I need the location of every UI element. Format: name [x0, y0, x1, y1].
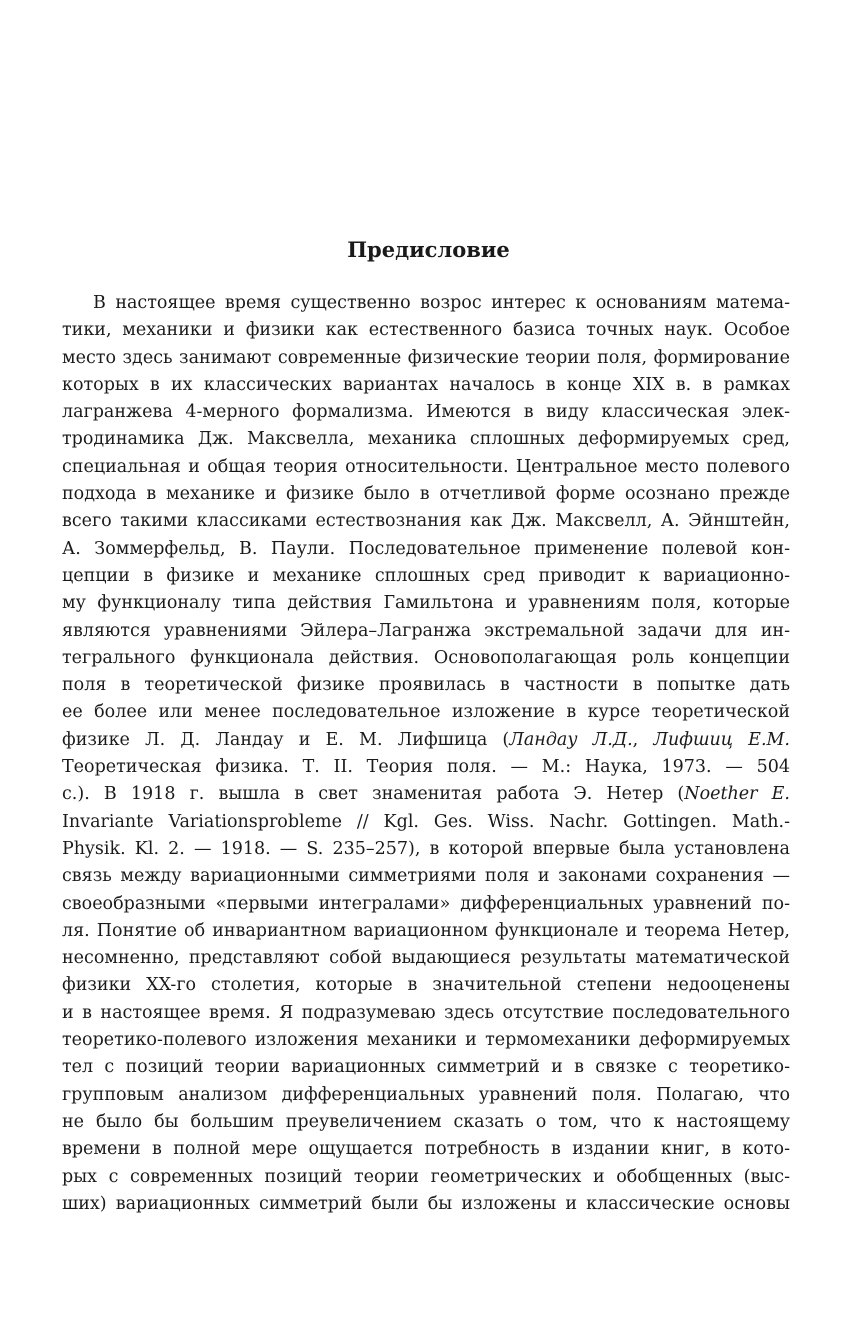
text-line: несомненно, представляют собой выдающиеся результаты математической [62, 948, 790, 969]
text-line: лагранжева 4-мерного формализма. Имеются в виду классическая элек- [62, 402, 790, 423]
text-line: не было бы большим преувеличением сказать о том, что к настоящему [62, 1111, 790, 1132]
citation-author: Noether E. [684, 784, 790, 805]
text-line: В настоящее время существенно возрос интерес к основаниям матема- [93, 293, 790, 313]
text-line: специальная и общая теория относительности. Центральное место полевого [62, 456, 790, 477]
text-line: А. Зоммерфельд, В. Паули. Последовательное применение полевой кон- [62, 538, 790, 559]
text-line: и в настоящее время. Я подразумеваю здесь отсутствие последовательного [62, 1002, 790, 1023]
citation-author: Ландау Л.Д. [509, 729, 633, 750]
text-line: Physik. Kl. 2. — 1918. — S. 235–257), в которой впервые была установлена [62, 838, 790, 859]
text-line: тел с позиций теории вариационных симметрий и в связке с теоретико- [62, 1057, 790, 1078]
text-line: подхода в механике и физике было в отчетливой форме осознано прежде [62, 484, 790, 505]
text-line: рых с современных позиций теории геометрических и обобщенных (выс- [62, 1166, 790, 1187]
text-line: место здесь занимают современные физические теории поля, формирование [62, 347, 790, 368]
text-line: физики XX-го столетия, которые в значительной степени недооценены [62, 975, 790, 996]
text-line: своеобразными «первыми интегралами» дифференциальных уравнений по- [62, 893, 790, 914]
text-line: тегрального функционала действия. Основополагающая роль концепции [62, 647, 790, 668]
text-line: ее более или менее последовательное изложение в курсе теоретической [62, 702, 790, 723]
text-line: Invariante Variationsprobleme // Kgl. Ges. Wiss. Nachr. Gottingen. Math.- [62, 811, 790, 832]
text-line: цепции в физике и механике сплошных сред приводит к вариационно- [62, 565, 790, 586]
text-line: которых в их классических вариантах началось в конце XIX в. в рамках [62, 374, 790, 395]
text-line: всего такими классиками естествознания как Дж. Максвелл, А. Эйнштейн, [62, 511, 790, 532]
text-line: являются уравнениями Эйлера–Лагранжа экстремальной задачи для ин- [62, 620, 790, 641]
text-line: ля. Понятие об инвариантном вариационном функционале и теорема Нетер, [62, 920, 790, 941]
text-line: Теоретическая физика. Т. II. Теория поля. — М.: Наука, 1973. — 504 [62, 757, 790, 778]
text-line: тродинамика Дж. Максвелла, механика сплошных деформируемых сред, [62, 429, 790, 450]
citation-author: Лифшиц Е.М. [653, 729, 790, 750]
text-line: теоретико-полевого изложения механики и термомеханики деформируемых [62, 1030, 790, 1051]
text-line: групповым анализом дифференциальных уравнений поля. Полагаю, что [62, 1084, 790, 1105]
text-line: му функционалу типа действия Гамильтона и уравнениям поля, которые [62, 593, 790, 614]
text-line: поля в теоретической физике проявилась в частности в попытке дать [62, 675, 790, 696]
text-line: ших) вариационных симметрий были бы изложены и классические основы [62, 1193, 790, 1214]
text-line: физике Л. Д. Ландау и Е. М. Лифшица (Ландау Л.Д., Лифшиц Е.М. [62, 729, 790, 750]
text-line: с.). В 1918 г. вышла в свет знаменитая работа Э. Нетер (Noether E. [62, 784, 790, 805]
text-line: времени в полной мере ощущается потребность в издании книг, в кото- [62, 1139, 790, 1160]
text-line: тики, механики и физики как естественного базиса точных наук. Особое [62, 320, 790, 341]
preface-paragraph [62, 290, 790, 1218]
text-line: связь между вариационными симметриями поля и законами сохранения — [62, 866, 790, 887]
page-title: Предисловие [347, 237, 510, 262]
